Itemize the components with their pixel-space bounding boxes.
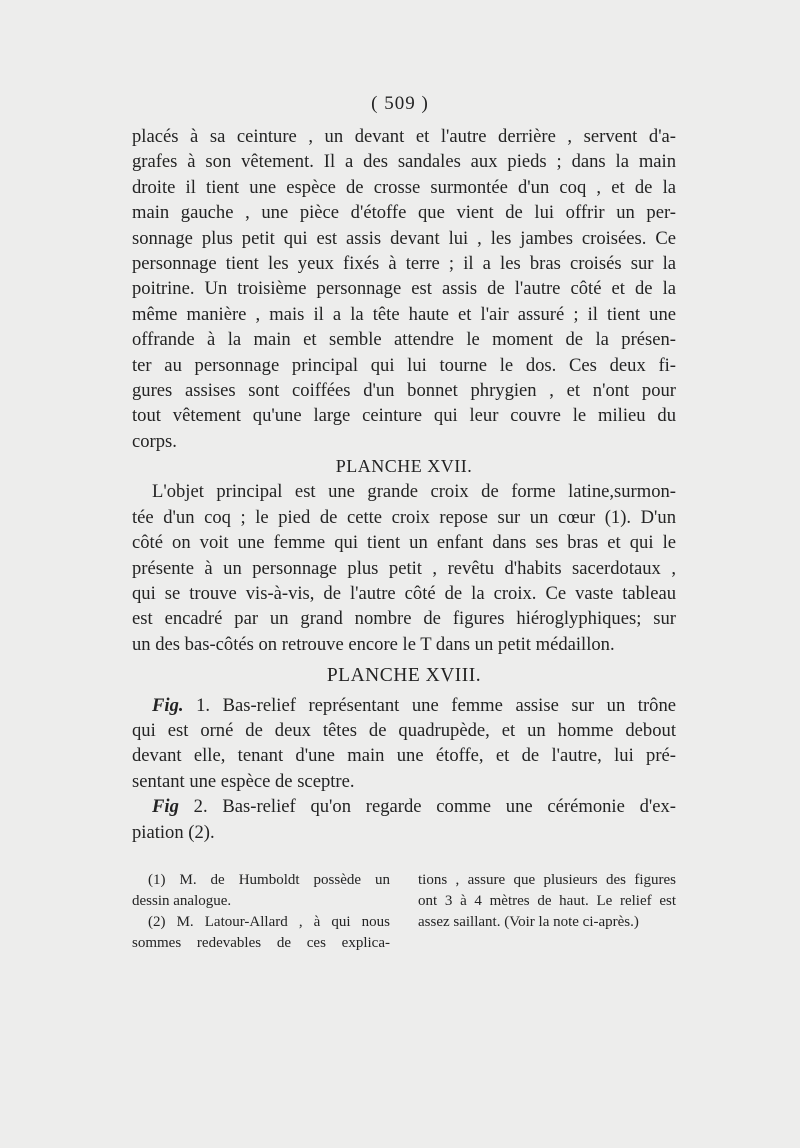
footnote-line: tions , assure que plusieurs des figures: [418, 872, 676, 888]
text-line: main gauche , une pièce d'étoffe que vient de lui offrir un per-: [132, 202, 676, 224]
fig-text: Bas-relief qu'on regarde comme une cérémonie d'ex-: [207, 796, 676, 818]
footnote-line: assez saillant. (Voir la note ci-après.): [418, 914, 639, 930]
text-line: tout vêtement qu'une large ceinture qui leur couvre le milieu du: [132, 405, 676, 427]
paragraph-2: [132, 479, 676, 657]
text-line: poitrine. Un troisième personnage est assis de l'autre côté et de la: [132, 278, 676, 300]
text-line: devant elle, tenant d'une main une étoffe, et de l'autre, lui pré-: [132, 745, 676, 767]
text-line: personnage tient les yeux fixés à terre ; il a les bras croisés sur la: [132, 252, 676, 274]
section-heading: PLANCHE XVII.: [335, 456, 473, 477]
footnote-line: sommes redevables de ces explica-: [132, 935, 390, 951]
text-line: [132, 794, 676, 819]
footnotes-right-column: [418, 870, 676, 954]
text-line: offrande à la main et semble attendre le moment de la présen-: [132, 329, 676, 351]
text-line: sentant une espèce de sceptre.: [132, 770, 355, 792]
text-line: L'objet principal est une grande croix de forme latine,surmon-: [152, 481, 676, 503]
footnote-line: (2) M. Latour-Allard , à qui nous: [148, 914, 390, 930]
text-line: [132, 693, 676, 718]
text-line: même manière , mais il a la tête haute et l'air assuré ; il tient une: [132, 303, 676, 325]
fig-text: Bas-relief représentant une femme assise sur un trône: [210, 694, 676, 716]
fig-label: Fig.: [152, 694, 184, 716]
text-line: un des bas-côtés on retrouve encore le T dans un petit médaillon.: [132, 633, 615, 655]
footnotes-left-column: [132, 870, 390, 954]
section-heading: PLANCHE XVIII.: [326, 665, 482, 687]
text-line: est encadré par un grand nombre de figures hiéroglyphiques; sur: [132, 608, 676, 630]
fig-label: Fig: [152, 796, 179, 818]
figure-1-description: [132, 693, 676, 795]
text-line: droite il tient une espèce de crosse surmontée d'un coq , et de la: [132, 176, 676, 198]
text-line: corps.: [132, 430, 177, 452]
text-line: placés à sa ceinture , un devant et l'autre derrière , servent d'a-: [132, 126, 676, 147]
paragraph-1: [132, 124, 676, 454]
footnote-line: dessin analogue.: [132, 893, 232, 909]
text-line: sonnage plus petit qui est assis devant lui , les jambes croisées. Ce: [132, 227, 676, 249]
text-line: piation (2).: [132, 821, 215, 843]
main-text: [132, 124, 676, 845]
text-line: grafes à son vêtement. Il a des sandales aux pieds ; dans la main: [132, 151, 676, 173]
text-line: qui est orné de deux têtes de quadrupède, et un homme debout: [132, 719, 676, 741]
text-line: ter au personnage principal qui lui tourne le dos. Ces deux fi-: [132, 354, 676, 376]
fig-number: 2.: [178, 796, 208, 818]
text-line: présente à un personnage plus petit , revêtu d'habits sacerdotaux ,: [132, 557, 676, 579]
footnotes: [132, 870, 676, 954]
footnote-line: (1) M. de Humboldt possède un: [148, 872, 390, 888]
text-line: gures assises sont coiffées d'un bonnet phrygien , et n'ont pour: [132, 379, 676, 401]
text-line: tée d'un coq ; le pied de cette croix repose sur un cœur (1). D'un: [132, 506, 676, 528]
fig-number: 1.: [183, 694, 211, 716]
figure-2-description: [132, 794, 676, 845]
text-line: côté on voit une femme qui tient un enfant dans ses bras et qui le: [132, 532, 676, 554]
footnote-line: ont 3 à 4 mètres de haut. Le relief est: [418, 893, 676, 909]
page-number: ( 509 ): [371, 93, 429, 114]
text-line: qui se trouve vis-à-vis, de l'autre côté de la croix. Ce vaste tableau: [132, 583, 676, 605]
